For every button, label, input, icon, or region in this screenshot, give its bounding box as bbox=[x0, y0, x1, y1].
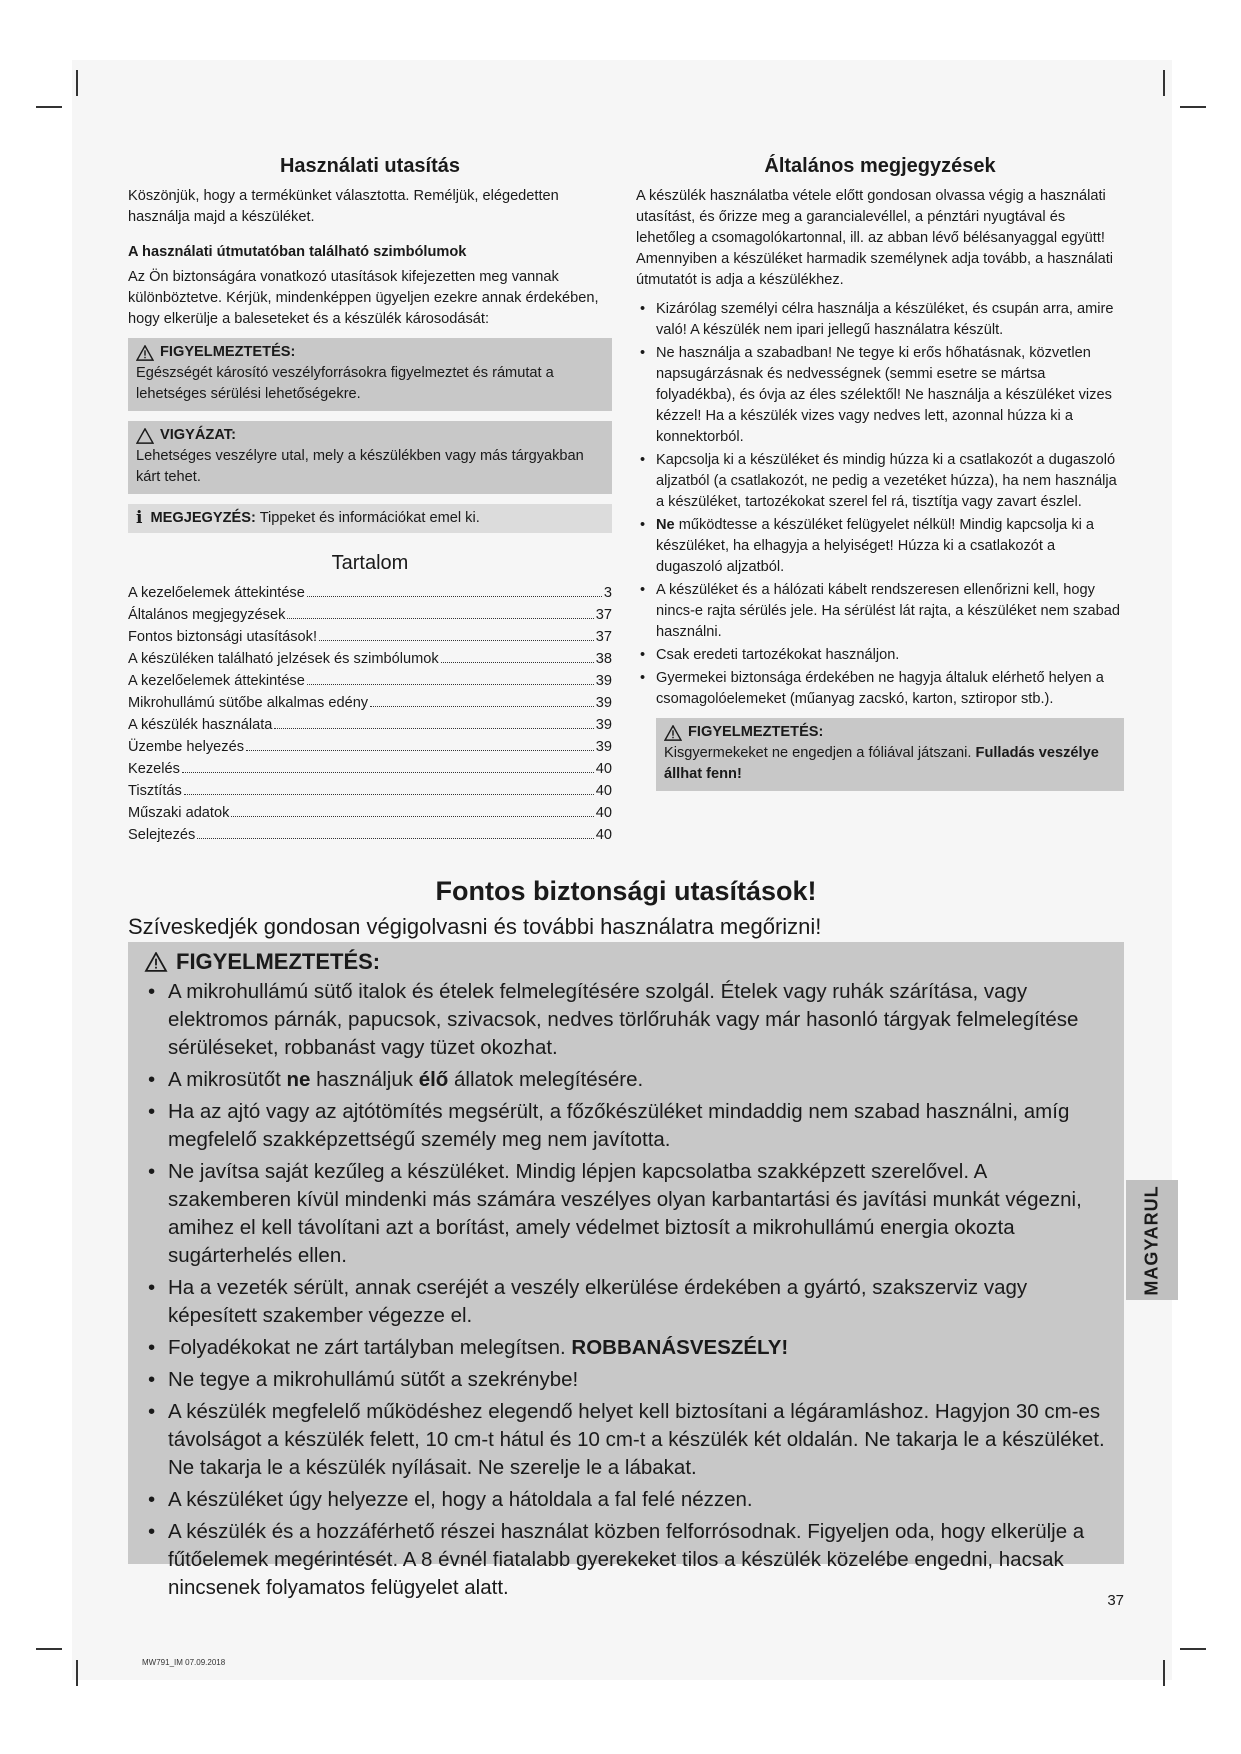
note-text: Tippeket és információkat emel ki. bbox=[259, 510, 480, 526]
list-item: • A készüléket és a hálózati kábelt rendszeresen ellenőrizni kell, hogy nincs-e rajta sérülés jele. Ha sérülést lát rajta, a készüléket nem szabad használni. bbox=[636, 580, 1124, 643]
list-item: • Ha a vezeték sérült, annak cseréjét a veszély elkerülése érdekében a gyártó, szakszerviz vagy képesített szakember végezze el. bbox=[144, 1274, 1108, 1330]
toc-entry[interactable]: Műszaki adatok 40 bbox=[128, 805, 612, 821]
right-column bbox=[636, 154, 1124, 801]
caution-icon bbox=[136, 428, 154, 444]
caution-label: VIGYÁZAT: bbox=[160, 427, 236, 443]
crop-mark bbox=[36, 1648, 62, 1650]
warning-text: Egészségét károsító veszélyforrásokra figyelmeztet és rámutat a lehetséges sérülési lehetőségekre. bbox=[136, 365, 554, 402]
toc-entry[interactable]: A készülék használata 39 bbox=[128, 717, 612, 733]
list-item: • A készülék és a hozzáférhető részei használat közben felforrósodnak. Figyeljen oda, hogy elkerülje a fűtőelemek megérintését. A 8 évnél fiatalabb gyerekeket tilos a készülék közelébe engedni, hacsak nincsenek folyamatos felügyelet alatt. bbox=[144, 1518, 1108, 1602]
list-item: • Ne használja a szabadban! Ne tegye ki erős hőhatásnak, közvetlen napsugárzásnak és nedvességnek (semmi esetre se mártsa folyadékba), és óvja az éles szélektől! Ne használja a készüléket vizes kézzel! Ha a készülék vizes vagy nedves lett, azonnal húzza ki a konnektorból. bbox=[636, 343, 1124, 448]
list-item: • A mikrohullámú sütő italok és ételek felmelegítésére szolgál. Ételek vagy ruhák szárítása, vagy elektromos párnák, papucsok, szivacsok, nedves törlőruhák vagy már hasonló tárgyak felmelegítése sérüléseket, robbanást vagy tüzet okozhat. bbox=[144, 978, 1108, 1062]
crop-mark bbox=[76, 70, 78, 96]
warning-box bbox=[128, 338, 612, 411]
list-item: • Ha az ajtó vagy az ajtótömítés megsérült, a főzőkészüléket mindaddig nem szabad használni, amíg megfelelő szakképzettségű személy meg nem javította. bbox=[144, 1098, 1108, 1154]
crop-mark bbox=[36, 106, 62, 108]
safety-list bbox=[144, 978, 1108, 1602]
intro-text: Köszönjük, hogy a termékünket választotta. Reméljük, elégedetten használja majd a készüléket. bbox=[128, 188, 559, 225]
toc-entry[interactable]: A kezelőelemek áttekintése 39 bbox=[128, 673, 612, 689]
general-notes-title: Általános megjegyzések bbox=[764, 155, 996, 177]
safety-subtitle: Szíveskedjék gondosan végigolvasni és további használatra megőrizni! bbox=[128, 914, 822, 939]
list-item: • Gyermekei biztonsága érdekében ne hagyja általuk elérhető helyen a csomagolóelemeket (műanyag zacskó, karton, sztiropor stb.). bbox=[636, 668, 1124, 710]
toc-title: Tartalom bbox=[331, 552, 409, 574]
list-item: • A mikrosütőt ne használjuk élő állatok melegítésére. bbox=[144, 1066, 1108, 1094]
packaging-warning-box bbox=[656, 718, 1124, 791]
list-item: • Ne javítsa saját kezűleg a készüléket. Mindig lépjen kapcsolatba szakképzett szerelővel. A szakemberen kívül mindenki más számára veszélyes olyan karbantartási és javítási munkát végezni, amihez el kell távolítani azt a borítást, amely védelmet biztosít a mikrohullámú energia okozta sugárterhelés ellen. bbox=[144, 1158, 1108, 1270]
toc-entry[interactable]: Fontos biztonsági utasítások! 37 bbox=[128, 629, 612, 645]
toc-entry[interactable]: Kezelés 40 bbox=[128, 761, 612, 777]
safety-title: Fontos biztonsági utasítások! bbox=[435, 876, 817, 906]
crop-mark bbox=[1163, 70, 1165, 96]
info-icon: i bbox=[136, 508, 143, 528]
list-item: • A készülék megfelelő működéshez elegendő helyet kell biztosítani a légáramláshoz. Hagyjon 30 cm-es távolságot a készülék felett, 10 cm-t hátul és 10 cm-t a készülék két oldalán. Ne takarja le a készüléket. Ne takarja le a készülék nyílásait. Ne szerelje le a lábakat. bbox=[144, 1398, 1108, 1482]
toc-entry[interactable]: Selejtezés 40 bbox=[128, 827, 612, 843]
table-of-contents bbox=[128, 583, 612, 847]
warning-icon bbox=[136, 345, 154, 361]
list-item: • Kapcsolja ki a készüléket és mindig húzza ki a csatlakozót a dugaszoló aljzatból (a csatlakozót, ne pedig a vezetéket húzza), ha nem használja a készüléket, tartozékokat szerel fel rá, tisztítja vagy zavart észlel. bbox=[636, 450, 1124, 513]
manual-title: Használati utasítás bbox=[279, 155, 461, 177]
toc-entry[interactable]: Mikrohullámú sütőbe alkalmas edény 39 bbox=[128, 695, 612, 711]
symbols-text: Az Ön biztonságára vonatkozó utasítások kifejezetten meg vannak különböztetve. Kérjük, mindenképpen ügyeljen ezekre annak érdekében, hogy elkerülje a baleseteket és a készülék károsodását: bbox=[128, 269, 599, 327]
warning-icon bbox=[144, 952, 168, 972]
footer-code: MW791_IM 07.09.2018 bbox=[142, 1658, 226, 1667]
note-label: MEGJEGYZÉS: bbox=[150, 510, 256, 526]
warning-text: Kisgyermekeket ne engedjen a fóliával játszani. Fulladás veszélye állhat fenn! bbox=[664, 745, 1099, 782]
caution-box bbox=[128, 421, 612, 494]
safety-warning-box bbox=[128, 942, 1124, 1599]
note-box bbox=[128, 504, 612, 533]
page-number: 37 bbox=[1107, 1592, 1124, 1609]
crop-mark bbox=[1180, 106, 1206, 108]
toc-entry[interactable]: A kezelőelemek áttekintése 3 bbox=[128, 585, 612, 601]
caution-text: Lehetséges veszélyre utal, mely a készülékben vagy más tárgyakban kárt tehet. bbox=[136, 448, 584, 485]
toc-entry[interactable]: Általános megjegyzések 37 bbox=[128, 607, 612, 623]
general-notes-intro: A készülék használatba vétele előtt gondosan olvassa végig a használati utasítást, és őrizze meg a garancialevéllel, a pénztári nyugtával és lehetőleg a csomagolókartonnal, ill. az abban lévő bélésanyaggal együtt! Amennyiben a készüléket harmadik személynek adja tovább, a használati útmutatót is adja a készülékhez. bbox=[636, 188, 1113, 288]
toc-entry[interactable]: A készüléken található jelzések és szimbólumok 38 bbox=[128, 651, 612, 667]
general-notes-list bbox=[636, 299, 1124, 710]
warning-label: FIGYELMEZTETÉS: bbox=[688, 724, 824, 740]
crop-mark bbox=[1180, 1648, 1206, 1650]
toc-entry[interactable]: Tisztítás 40 bbox=[128, 783, 612, 799]
crop-mark bbox=[1163, 1660, 1165, 1686]
list-item: • Ne tegye a mikrohullámú sütőt a szekrénybe! bbox=[144, 1366, 1108, 1394]
warning-label: FIGYELMEZTETÉS: bbox=[160, 344, 296, 360]
symbols-heading: A használati útmutatóban található szimbólumok bbox=[128, 244, 467, 260]
list-item: • Ne működtesse a készüléket felügyelet nélkül! Mindig kapcsolja ki a készüléket, ha elhagyja a helyiséget! Húzza ki a csatlakozót a dugaszoló aljzatból. bbox=[636, 515, 1124, 578]
toc-entry[interactable]: Üzembe helyezés 39 bbox=[128, 739, 612, 755]
left-column bbox=[128, 154, 612, 847]
warning-icon bbox=[664, 725, 682, 741]
list-item: • Kizárólag személyi célra használja a készüléket, és csupán arra, amire való! A készülék nem ipari jellegű használatra készült. bbox=[636, 299, 1124, 341]
crop-mark bbox=[76, 1660, 78, 1686]
list-item: • Csak eredeti tartozékokat használjon. bbox=[636, 645, 1124, 666]
warning-label: FIGYELMEZTETÉS: bbox=[176, 949, 381, 974]
language-tab-label: MAGYARUL bbox=[1141, 1184, 1162, 1296]
list-item: • Folyadékokat ne zárt tartályban melegítsen. ROBBANÁSVESZÉLY! bbox=[144, 1334, 1108, 1362]
list-item: • A készüléket úgy helyezze el, hogy a hátoldala a fal felé nézzen. bbox=[144, 1486, 1108, 1514]
